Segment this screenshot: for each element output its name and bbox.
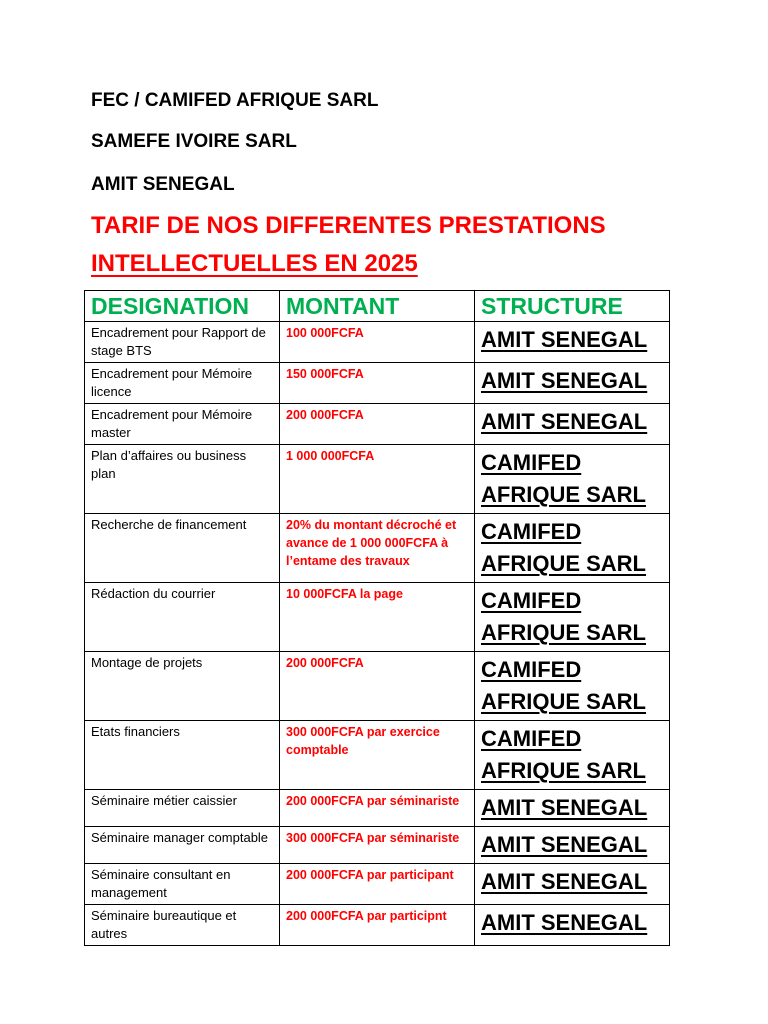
- company-name-3: AMIT SENEGAL: [91, 174, 235, 195]
- structure-cell: CAMIFED AFRIQUE SARL: [475, 721, 670, 790]
- designation-cell: Recherche de financement: [85, 514, 280, 583]
- montant-cell: 10 000FCFA la page: [280, 583, 475, 652]
- montant-cell: 1 000 000FCFA: [280, 445, 475, 514]
- montant-cell: 300 000FCFA par séminariste: [280, 827, 475, 864]
- designation-cell: Séminaire consultant en management: [85, 864, 280, 905]
- document-title-line-2: INTELLECTUELLES EN 2025: [91, 250, 418, 277]
- table-row: [85, 864, 670, 905]
- column-header-montant: MONTANT: [280, 291, 475, 322]
- structure-cell: CAMIFED AFRIQUE SARL: [475, 583, 670, 652]
- structure-cell: AMIT SENEGAL: [475, 905, 670, 946]
- designation-cell: Séminaire bureautique et autres: [85, 905, 280, 946]
- designation-cell: Séminaire métier caissier: [85, 790, 280, 827]
- designation-cell: Etats financiers: [85, 721, 280, 790]
- montant-cell: 200 000FCFA: [280, 404, 475, 445]
- table-row: [85, 583, 670, 652]
- table-header-row: [85, 291, 670, 322]
- structure-cell: AMIT SENEGAL: [475, 864, 670, 905]
- montant-cell: 300 000FCFA par exercice comptable: [280, 721, 475, 790]
- table-row: [85, 322, 670, 363]
- table-row: [85, 827, 670, 864]
- company-name-1: FEC / CAMIFED AFRIQUE SARL: [91, 90, 379, 111]
- designation-cell: Rédaction du courrier: [85, 583, 280, 652]
- montant-cell: 200 000FCFA par participnt: [280, 905, 475, 946]
- company-name-2: SAMEFE IVOIRE SARL: [91, 131, 297, 152]
- table-row: [85, 790, 670, 827]
- table-row: [85, 721, 670, 790]
- table-row: [85, 445, 670, 514]
- structure-cell: AMIT SENEGAL: [475, 404, 670, 445]
- structure-cell: AMIT SENEGAL: [475, 827, 670, 864]
- designation-cell: Montage de projets: [85, 652, 280, 721]
- table-row: [85, 404, 670, 445]
- table-row: [85, 363, 670, 404]
- structure-cell: CAMIFED AFRIQUE SARL: [475, 445, 670, 514]
- structure-cell: AMIT SENEGAL: [475, 363, 670, 404]
- structure-cell: CAMIFED AFRIQUE SARL: [475, 652, 670, 721]
- montant-cell: 20% du montant décroché et avance de 1 000 000FCFA à l’entame des travaux: [280, 514, 475, 583]
- designation-cell: Encadrement pour Rapport de stage BTS: [85, 322, 280, 363]
- structure-cell: CAMIFED AFRIQUE SARL: [475, 514, 670, 583]
- montant-cell: 200 000FCFA: [280, 652, 475, 721]
- price-table: [84, 290, 670, 946]
- structure-cell: AMIT SENEGAL: [475, 322, 670, 363]
- designation-cell: Séminaire manager comptable: [85, 827, 280, 864]
- montant-cell: 150 000FCFA: [280, 363, 475, 404]
- montant-cell: 200 000FCFA par séminariste: [280, 790, 475, 827]
- table-row: [85, 652, 670, 721]
- designation-cell: Encadrement pour Mémoire licence: [85, 363, 280, 404]
- document-title-line-1: TARIF DE NOS DIFFERENTES PRESTATIONS: [91, 212, 606, 239]
- designation-cell: Encadrement pour Mémoire master: [85, 404, 280, 445]
- designation-cell: Plan d’affaires ou business plan: [85, 445, 280, 514]
- column-header-designation: DESIGNATION: [85, 291, 280, 322]
- structure-cell: AMIT SENEGAL: [475, 790, 670, 827]
- column-header-structure: STRUCTURE: [475, 291, 670, 322]
- table-row: [85, 514, 670, 583]
- montant-cell: 200 000FCFA par participant: [280, 864, 475, 905]
- table-row: [85, 905, 670, 946]
- montant-cell: 100 000FCFA: [280, 322, 475, 363]
